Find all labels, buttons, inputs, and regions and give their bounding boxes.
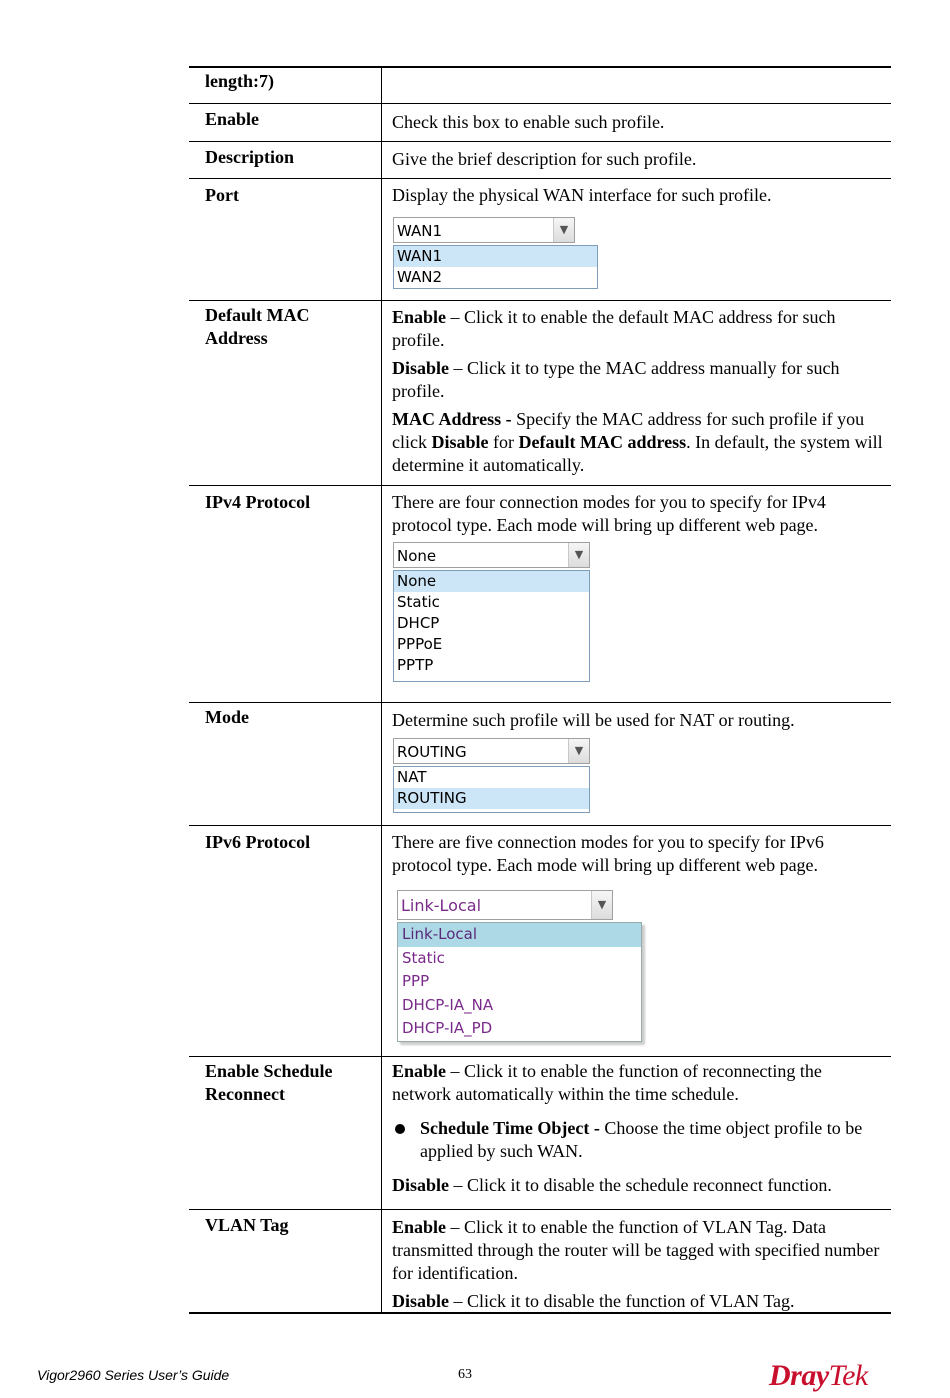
row-description: Give the brief description for such profile. <box>392 149 697 169</box>
table-row <box>189 825 891 1056</box>
table-row <box>189 178 891 300</box>
term: Enable <box>392 1217 447 1237</box>
draytek-logo: DrayTek <box>769 1359 868 1392</box>
mode-select[interactable] <box>393 738 590 764</box>
list-item[interactable]: DHCP-IA_PD <box>402 1019 493 1037</box>
list-item[interactable]: WAN1 <box>394 246 597 267</box>
list-item[interactable]: ROUTING <box>394 788 589 809</box>
bullet-item <box>392 1117 884 1163</box>
chevron-down-icon[interactable]: ▼ <box>553 218 574 242</box>
term: Disable <box>431 432 489 452</box>
table-row <box>189 485 891 702</box>
mode-select-value: ROUTING <box>397 743 467 761</box>
ipv6-options-list <box>397 922 642 1042</box>
term: Schedule Time Object - <box>420 1118 600 1138</box>
table-row <box>189 66 891 103</box>
term: Disable <box>392 358 450 378</box>
port-select-value: WAN1 <box>397 222 443 240</box>
parameter-table <box>189 66 891 1314</box>
list-item[interactable]: PPPoE <box>397 635 443 653</box>
page-number: 63 <box>458 1367 472 1382</box>
term-text: – Click it to enable the function of VLAN Tag. Data transmitted through the router will be tagged with specified number for identification. <box>392 1217 880 1283</box>
table-row <box>189 300 891 485</box>
row-label: Mode <box>205 707 249 727</box>
list-item[interactable]: Link-Local <box>398 923 641 947</box>
row-description: Check this box to enable such profile. <box>392 112 665 132</box>
ipv4-select-value: None <box>397 547 437 565</box>
chevron-down-icon[interactable]: ▼ <box>568 739 589 763</box>
term-text: . In default, the system will determine it automatically. <box>392 432 883 475</box>
table-row <box>189 702 891 825</box>
list-item[interactable]: None <box>394 571 589 592</box>
ipv4-protocol-select[interactable] <box>393 542 590 568</box>
list-item[interactable]: Static <box>397 593 440 611</box>
list-item[interactable]: DHCP-IA_NA <box>402 995 494 1014</box>
row-label-line1: Default MAC <box>205 305 310 325</box>
list-item[interactable]: NAT <box>397 768 427 786</box>
chevron-down-icon[interactable]: ▼ <box>568 543 589 567</box>
row-label: Port <box>205 185 239 205</box>
table-row <box>189 103 891 141</box>
mode-options-list <box>393 766 590 813</box>
term-text: – Click it to enable the function of reconnecting the network automatically within the time schedule. <box>392 1061 822 1104</box>
list-item[interactable]: WAN2 <box>397 268 443 286</box>
row-description: There are four connection modes for you to specify for IPv4 protocol type. Each mode will bring up different web page. <box>392 492 826 535</box>
list-item[interactable]: PPP <box>402 972 430 990</box>
table-row <box>189 141 891 178</box>
table-row <box>189 1056 891 1209</box>
row-label-line1: Enable Schedule <box>205 1061 333 1081</box>
ipv6-protocol-select[interactable] <box>397 890 613 920</box>
port-select[interactable] <box>393 217 575 243</box>
term-text: – Click it to disable the function of VLAN Tag. <box>449 1291 795 1311</box>
footer-guide-title: Vigor2960 Series User’s Guide <box>37 1367 230 1383</box>
chevron-down-icon[interactable]: ▼ <box>591 891 612 919</box>
row-description <box>392 1216 884 1318</box>
term-text: – Click it to type the MAC address manually for such profile. <box>392 358 840 401</box>
row-label-line2: Address <box>205 328 268 348</box>
row-description <box>392 306 884 482</box>
term: Default MAC address <box>518 432 687 452</box>
row-label <box>205 304 375 350</box>
term-text: – Click it to disable the schedule reconnect function. <box>449 1175 832 1195</box>
row-label <box>205 1060 375 1106</box>
term-text: – Click it to enable the default MAC address for such profile. <box>392 307 836 350</box>
term: Enable <box>392 1061 447 1081</box>
list-item[interactable]: DHCP <box>397 614 440 632</box>
term-text: for <box>488 432 519 452</box>
term: Disable <box>392 1175 450 1195</box>
row-label: VLAN Tag <box>205 1215 289 1235</box>
ipv6-select-value: Link-Local <box>401 896 482 915</box>
term: Disable <box>392 1291 450 1311</box>
row-description: Display the physical WAN interface for such profile. <box>392 185 772 205</box>
term-text: Specify the MAC address for such profile if you click <box>392 409 865 452</box>
table-row <box>189 1209 891 1312</box>
list-item[interactable]: Static <box>402 948 445 967</box>
row-description: There are five connection modes for you to specify for IPv6 protocol type. Each mode will bring up different web page. <box>392 832 824 875</box>
term: Enable <box>392 307 447 327</box>
row-description: Determine such profile will be used for NAT or routing. <box>392 710 795 730</box>
ipv4-options-list <box>393 570 590 682</box>
row-label: length:7) <box>205 71 274 91</box>
port-options-list <box>393 245 598 289</box>
row-label: IPv4 Protocol <box>205 492 311 512</box>
row-label-line2: Reconnect <box>205 1084 285 1104</box>
row-label: IPv6 Protocol <box>205 832 311 852</box>
row-label: Enable <box>205 109 260 129</box>
term-text: Choose the time object profile to be applied by such WAN. <box>420 1118 863 1161</box>
row-description <box>392 1060 884 1202</box>
row-label: Description <box>205 147 294 167</box>
term: MAC Address - <box>392 409 512 429</box>
list-item[interactable]: PPTP <box>397 656 434 674</box>
